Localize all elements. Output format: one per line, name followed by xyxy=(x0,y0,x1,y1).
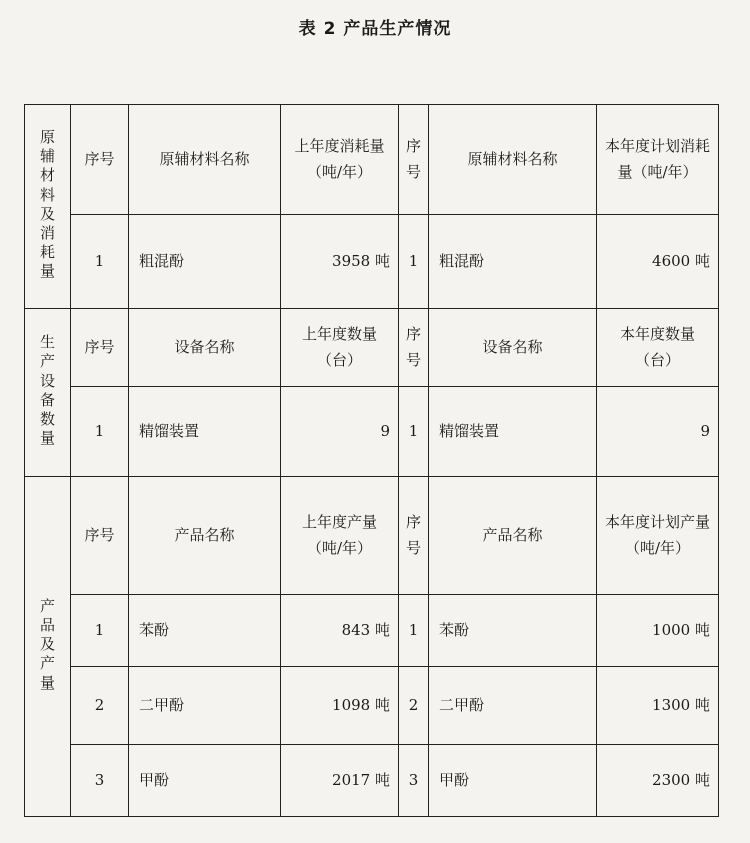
cell-seq-left: 1 xyxy=(71,215,129,309)
header-name-right: 产品名称 xyxy=(429,477,597,595)
cell-qty-right: 2300 吨 xyxy=(597,745,719,817)
header-seq-right: 序号 xyxy=(399,105,429,215)
cell-seq-left: 1 xyxy=(71,595,129,667)
header-seq-right: 序号 xyxy=(399,477,429,595)
cell-qty-left: 2017 吨 xyxy=(281,745,399,817)
cell-name-left: 苯酚 xyxy=(129,595,281,667)
header-seq-left: 序号 xyxy=(71,105,129,215)
equipment-header-row xyxy=(25,309,719,387)
cell-qty-right: 1000 吨 xyxy=(597,595,719,667)
cell-name-left: 二甲酚 xyxy=(129,667,281,745)
table-row xyxy=(25,667,719,745)
header-name-right: 原辅材料名称 xyxy=(429,105,597,215)
page-title: 表 2 产品生产情况 xyxy=(298,19,452,39)
cell-qty-left: 1098 吨 xyxy=(281,667,399,745)
cell-qty-right: 4600 吨 xyxy=(597,215,719,309)
cell-seq-right: 1 xyxy=(399,387,429,477)
cell-name-left: 甲酚 xyxy=(129,745,281,817)
header-name-left: 产品名称 xyxy=(129,477,281,595)
cell-seq-right: 2 xyxy=(399,667,429,745)
products-header-row xyxy=(25,477,719,595)
cell-name-right: 精馏装置 xyxy=(429,387,597,477)
table-row xyxy=(25,595,719,667)
header-qty-left: 上年度数量（台） xyxy=(281,309,399,387)
cell-seq-right: 1 xyxy=(399,595,429,667)
cell-seq-left: 3 xyxy=(71,745,129,817)
production-table xyxy=(24,104,719,817)
cell-qty-left: 3958 吨 xyxy=(281,215,399,309)
cell-seq-left: 1 xyxy=(71,387,129,477)
cell-qty-right: 9 xyxy=(597,387,719,477)
cell-seq-right: 1 xyxy=(399,215,429,309)
cell-qty-left: 843 吨 xyxy=(281,595,399,667)
table-row xyxy=(25,387,719,477)
equipment-section-label: 生产设备数量 xyxy=(25,309,71,477)
header-seq-left: 序号 xyxy=(71,477,129,595)
cell-name-right: 二甲酚 xyxy=(429,667,597,745)
cell-qty-left: 9 xyxy=(281,387,399,477)
header-qty-left: 上年度产量（吨/年） xyxy=(281,477,399,595)
header-name-left: 原辅材料名称 xyxy=(129,105,281,215)
materials-header-row xyxy=(25,105,719,215)
cell-name-right: 苯酚 xyxy=(429,595,597,667)
header-seq-right: 序号 xyxy=(399,309,429,387)
cell-seq-right: 3 xyxy=(399,745,429,817)
header-seq-left: 序号 xyxy=(71,309,129,387)
header-name-right: 设备名称 xyxy=(429,309,597,387)
header-qty-right: 本年度数量（台） xyxy=(597,309,719,387)
cell-seq-left: 2 xyxy=(71,667,129,745)
header-qty-left: 上年度消耗量（吨/年） xyxy=(281,105,399,215)
cell-name-left: 粗混酚 xyxy=(129,215,281,309)
cell-qty-right: 1300 吨 xyxy=(597,667,719,745)
cell-name-left: 精馏装置 xyxy=(129,387,281,477)
materials-section-label: 原辅材料及消耗量 xyxy=(25,105,71,309)
cell-name-right: 粗混酚 xyxy=(429,215,597,309)
products-section-label: 产品及产量 xyxy=(25,477,71,817)
header-qty-right: 本年度计划消耗量（吨/年） xyxy=(597,105,719,215)
table-row xyxy=(25,745,719,817)
header-qty-right: 本年度计划产量（吨/年） xyxy=(597,477,719,595)
cell-name-right: 甲酚 xyxy=(429,745,597,817)
table-row xyxy=(25,215,719,309)
header-name-left: 设备名称 xyxy=(129,309,281,387)
